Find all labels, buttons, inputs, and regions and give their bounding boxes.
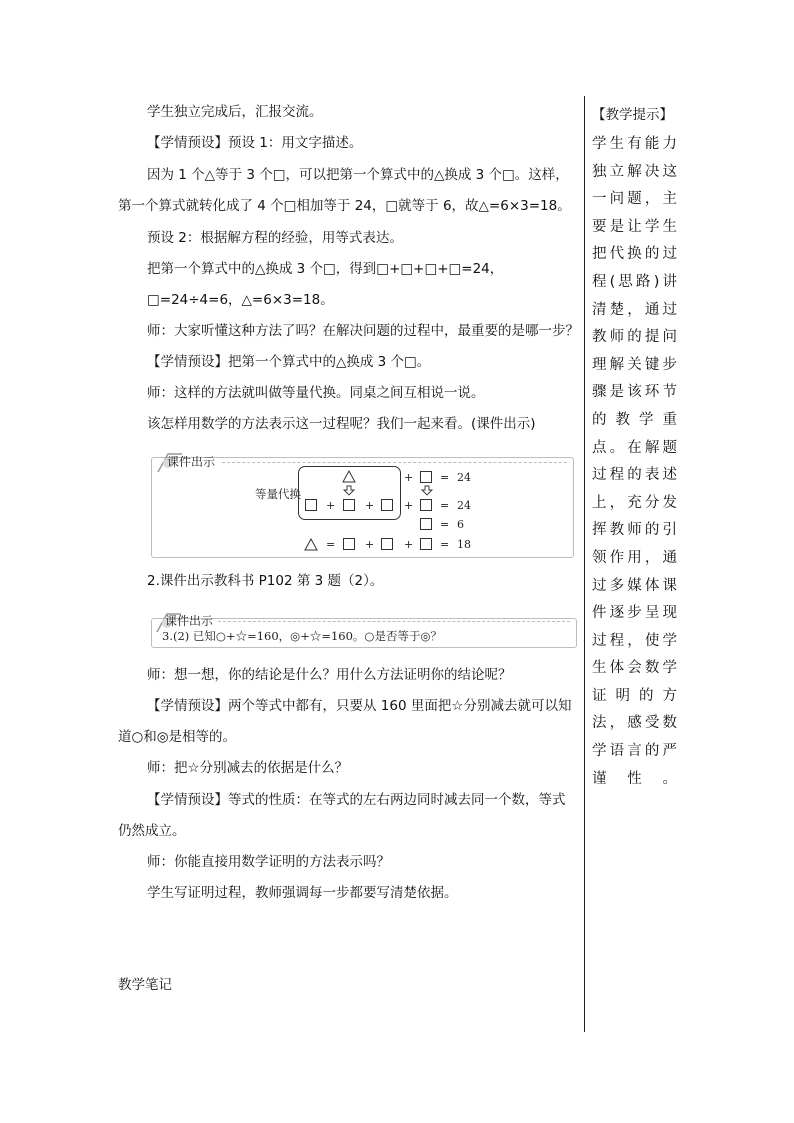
para-5: 预设 2：根据解方程的经验，用等式表达。	[147, 230, 403, 246]
down-arrow-icon	[421, 485, 433, 496]
slide-tab-label: 课件出示	[167, 455, 216, 469]
value-24: 24	[457, 471, 471, 484]
para-6: 把第一个算式中的△换成 3 个□，得到□+□+□+□=24，	[147, 261, 504, 277]
para-8: 师：大家听懂这种方法了吗？在解决问题的过程中，最重要的是哪一步？	[147, 323, 579, 339]
para-3: 因为 1 个△等于 3 个□，可以把第一个算式中的△换成 3 个□。这样，	[147, 167, 569, 183]
square-icon	[343, 538, 355, 550]
down-arrow-icon	[343, 485, 355, 496]
para-15: 师：把☆分别减去的依据是什么？	[147, 760, 349, 776]
para-19: 学生写证明过程，教师强调每一步都要写清楚依据。	[147, 885, 458, 901]
para-16: 【学情预设】等式的性质：在等式的左右两边同时减去同一个数，等式	[147, 792, 566, 808]
slide-tab-dashes	[222, 462, 567, 463]
para-2: 【学情预设】预设 1：用文字描述。	[147, 135, 363, 151]
para-10: 师：这样的方法就叫做等量代换。同桌之间互相说一说。	[147, 385, 485, 401]
para-18: 师：你能直接用数学证明的方法表示吗？	[147, 854, 390, 870]
para-13: 【学情预设】两个等式中都有，只要从 160 里面把☆分别减去就可以知	[147, 698, 572, 714]
equals-sign: =	[440, 518, 450, 531]
square-icon	[305, 499, 317, 511]
plus-sign: +	[404, 499, 414, 512]
para-1: 学生独立完成后，汇报交流。	[147, 104, 323, 120]
question-text: 3.(2) 已知○+☆=160，◎+☆=160。○是否等于◎？	[162, 629, 442, 643]
triangle-icon	[304, 538, 318, 551]
para-11: 该怎样用数学的方法表示这一过程呢？我们一起来看。(课件出示)	[147, 416, 536, 432]
value-18: 18	[457, 538, 471, 551]
para-17: 仍然成立。	[118, 823, 186, 839]
equals-sign: =	[440, 499, 450, 512]
plus-sign: +	[404, 538, 414, 551]
para-12: 师：想一想，你的结论是什么？用什么方法证明你的结论呢？	[147, 667, 512, 683]
square-icon	[381, 499, 393, 511]
plus-sign: +	[365, 538, 375, 551]
para-9: 【学情预设】把第一个算式中的△换成 3 个□。	[147, 354, 431, 370]
plus-sign: +	[404, 471, 414, 484]
item-2: 2.课件出示教科书 P102 第 3 题（2）。	[147, 573, 384, 589]
square-icon	[343, 499, 355, 511]
square-icon	[420, 499, 432, 511]
square-icon	[420, 471, 432, 483]
slide-tab-dashes	[218, 621, 570, 622]
sidebar-title: 【教学提示】	[592, 107, 673, 123]
substitution-label: 等量代换	[255, 487, 301, 501]
value-6: 6	[457, 518, 464, 531]
square-icon	[420, 518, 432, 530]
square-icon	[420, 538, 432, 550]
sidebar-divider	[584, 96, 585, 1032]
plus-sign: +	[365, 499, 375, 512]
equals-sign: =	[326, 538, 336, 551]
slide-box-substitution	[151, 457, 574, 558]
triangle-icon	[342, 470, 356, 483]
equals-sign: =	[440, 538, 450, 551]
para-4: 第一个算式就转化成了 4 个□相加等于 24，□就等于 6，故△=6×3=18。	[118, 198, 571, 214]
value-24: 24	[457, 499, 471, 512]
para-14: 道○和◎是相等的。	[118, 729, 237, 745]
notes-label: 教学笔记	[118, 977, 172, 993]
slide-tab-label: 课件出示	[165, 614, 214, 628]
plus-sign: +	[326, 499, 336, 512]
equals-sign: =	[440, 471, 450, 484]
sidebar-text: 学生有能力独立解决这一问题，主要是让学生把代换的过程(思路)讲清楚，通过教师的提问理解关键步骤是该环节的教学重点。在解题过程的表述上，充分发挥教师的引领作用，通过多媒体课件逐步呈现过程，使学生体会数学证明的方法，感受数学语言的严谨性。	[592, 136, 678, 787]
para-7: □=24÷4=6，△=6×3=18。	[147, 292, 334, 308]
square-icon	[381, 538, 393, 550]
slide-box-question	[151, 614, 577, 648]
